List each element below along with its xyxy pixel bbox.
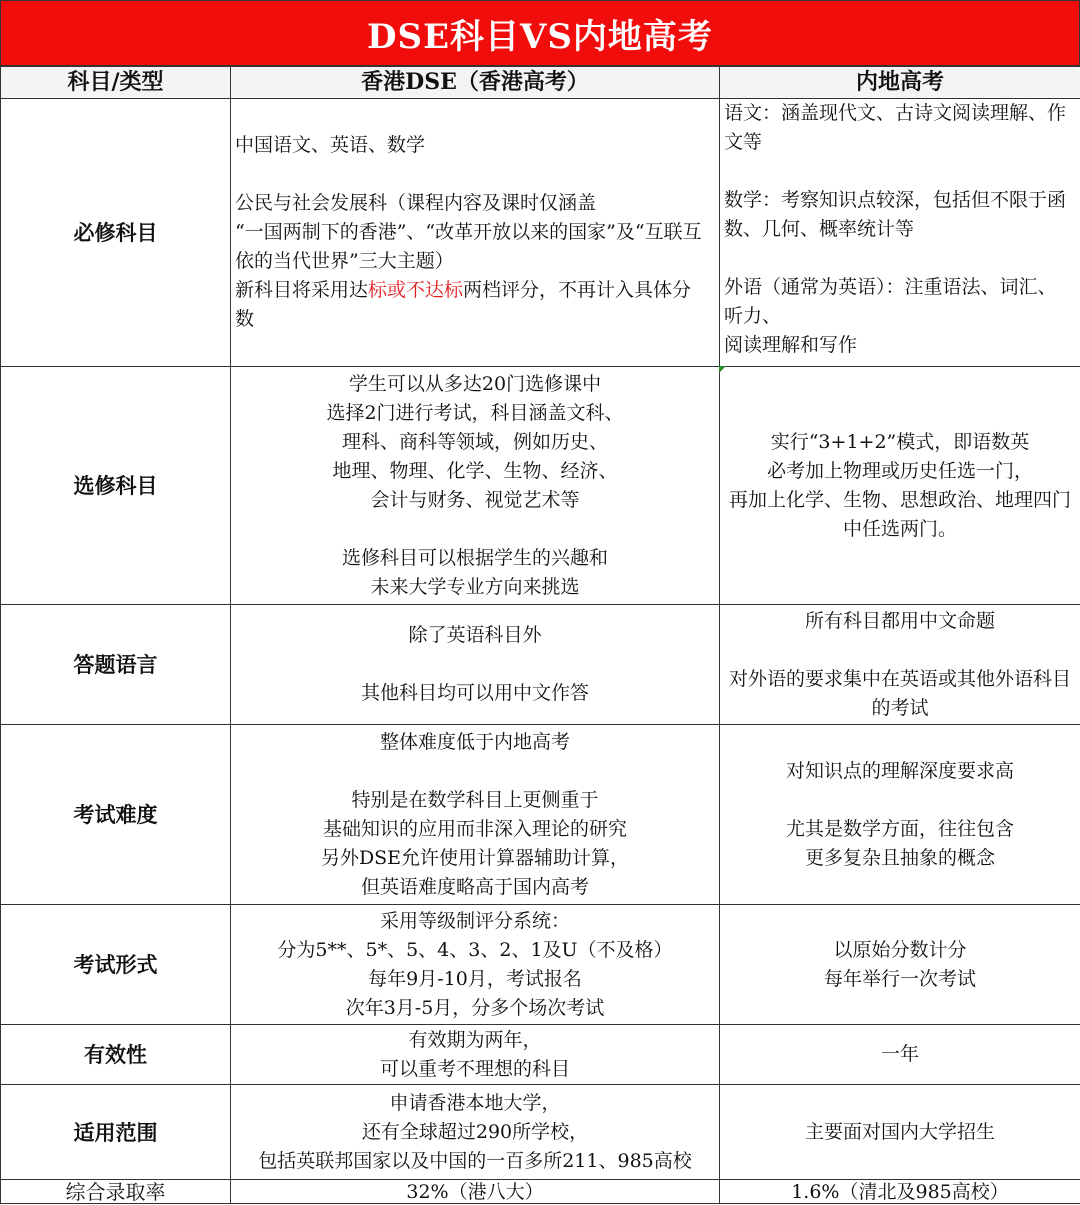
row-label-elective: 选修科目 — [1, 367, 231, 605]
table-row-required — [1, 99, 1080, 367]
cell-dse-format — [231, 905, 720, 1025]
cell-text: 地理、物理、化学、生物、经济、 — [332, 459, 618, 482]
cell-text: 再加上化学、生物、思想政治、地理四门 — [728, 488, 1071, 511]
cell-text: 所有科目都用中文命题 — [804, 609, 995, 632]
table-row-format — [1, 905, 1080, 1025]
cell-comment-marker — [719, 366, 726, 373]
cell-text: 次年3月-5月，分多个场次考试 — [345, 996, 605, 1019]
comparison-table — [0, 66, 1080, 1204]
cell-text: 外语（通常为英语）：注重语法、词汇、 — [724, 276, 1057, 298]
cell-dse-required — [231, 99, 720, 367]
cell-dse-difficulty — [231, 725, 720, 905]
cell-mainland-difficulty — [720, 725, 1080, 905]
cell-text: 数学：考察知识点较深，包括但不限于函 — [724, 189, 1067, 211]
header-subject-type: 科目/类型 — [1, 67, 231, 99]
cell-text: “一国两制下的香港”、“改革开放以来的国家”及“互联互 — [235, 221, 702, 243]
cell-text: 阅读理解和写作 — [724, 334, 858, 356]
cell-text: 尤其是数学方面，往往包含 — [785, 817, 1014, 840]
cell-mainland-required — [720, 99, 1080, 367]
cell-text: 数、几何、概率统计等 — [724, 218, 915, 240]
cell-text: 的考试 — [871, 696, 929, 719]
row-label-difficulty: 考试难度 — [1, 725, 231, 905]
cell-text: 整体难度低于内地高考 — [379, 730, 570, 753]
cell-text: 可以重考不理想的科目 — [379, 1057, 570, 1080]
cell-text: 其他科目均可以用中文作答 — [360, 682, 589, 704]
cell-text: 未来大学专业方向来挑选 — [370, 575, 580, 598]
table-row-validity — [1, 1025, 1080, 1085]
cell-text: 特别是在数学科目上更侧重于 — [351, 788, 599, 811]
cell-text: 中国语文、英语、数学 — [235, 134, 426, 156]
table-row-elective — [1, 367, 1080, 605]
cell-text-scoring: 新科目将采用达标或不达标两档评分，不再计入具体分 — [235, 279, 692, 301]
cell-text: 选修科目可以根据学生的兴趣和 — [341, 546, 608, 569]
header-dse: 香港DSE（香港高考） — [231, 67, 720, 99]
cell-text: 中任选两门。 — [842, 517, 957, 540]
cell-text: 基础知识的应用而非深入理论的研究 — [322, 817, 627, 840]
cell-text: 选择2门进行考试，科目涵盖文科、 — [326, 401, 624, 424]
table-row-admission — [1, 1180, 1080, 1204]
cell-text: 学生可以从多达20门选修课中 — [348, 372, 602, 395]
cell-text: 必考加上物理或历史任选一门， — [766, 459, 1033, 482]
cell-text: 会计与财务、视觉艺术等 — [370, 488, 580, 511]
cell-text: 每年9月-10月，考试报名 — [368, 967, 582, 990]
cell-mainland-scope — [720, 1085, 1080, 1180]
page-title: DSE科目VS内地高考 — [0, 0, 1080, 66]
cell-mainland-language — [720, 605, 1080, 725]
cell-text: 理科、商科等领域，例如历史、 — [341, 430, 608, 453]
cell-text: 对知识点的理解深度要求高 — [785, 759, 1014, 782]
cell-text: 对外语的要求集中在英语或其他外语科目 — [728, 667, 1071, 690]
cell-text: 申请香港本地大学， — [389, 1091, 561, 1114]
cell-text: 更多复杂且抽象的概念 — [804, 846, 995, 869]
cell-dse-validity — [231, 1025, 720, 1085]
cell-text: 还有全球超过290所学校， — [361, 1120, 589, 1143]
cell-text: 以原始分数计分 — [833, 938, 967, 961]
cell-text: 一年 — [880, 1043, 919, 1065]
cell-mainland-format — [720, 905, 1080, 1025]
cell-mainland-elective — [720, 367, 1080, 605]
cell-text: 除了英语科目外 — [408, 624, 542, 646]
row-label-scope: 适用范围 — [1, 1085, 231, 1180]
row-label-format: 考试形式 — [1, 905, 231, 1025]
cell-text: 听力、 — [724, 305, 782, 327]
cell-dse-scope — [231, 1085, 720, 1180]
cell-dse-language — [231, 605, 720, 725]
cell-text: 文等 — [724, 131, 763, 153]
row-label-admission: 综合录取率 — [1, 1180, 231, 1204]
cell-text: 另外DSE允许使用计算器辅助计算， — [320, 846, 630, 869]
cell-text: 包括英联邦国家以及中国的一百多所211、985高校 — [258, 1149, 692, 1172]
cell-mainland-admission: 1.6%（清北及985高校） — [720, 1180, 1080, 1204]
table-row-difficulty — [1, 725, 1080, 905]
cell-text: 主要面对国内大学招生 — [804, 1120, 995, 1143]
cell-text: 公民与社会发展科（课程内容及课时仅涵盖 — [235, 192, 597, 214]
highlighted-text: 标或不达标 — [368, 279, 464, 301]
row-label-language: 答题语言 — [1, 605, 231, 725]
row-label-validity: 有效性 — [1, 1025, 231, 1085]
cell-dse-elective — [231, 367, 720, 605]
cell-mainland-validity — [720, 1025, 1080, 1085]
cell-text: 依的当代世界”三大主题） — [235, 250, 454, 272]
row-label-required: 必修科目 — [1, 99, 231, 367]
cell-text: 数 — [235, 308, 255, 330]
cell-text: 但英语难度略高于国内高考 — [360, 875, 589, 898]
table-row-language — [1, 605, 1080, 725]
cell-text: 语文：涵盖现代文、古诗文阅读理解、作 — [724, 102, 1067, 124]
cell-text: 采用等级制评分系统： — [379, 909, 570, 932]
cell-dse-admission: 32%（港八大） — [231, 1180, 720, 1204]
table-row-scope — [1, 1085, 1080, 1180]
header-row — [1, 67, 1080, 99]
cell-text: 分为5**、5*、5、4、3、2、1及U（不及格） — [277, 938, 673, 961]
cell-text: 有效期为两年， — [408, 1028, 542, 1051]
cell-text: 实行“3+1+2”模式，即语数英 — [770, 430, 1030, 453]
header-mainland: 内地高考 — [720, 67, 1080, 99]
cell-text: 每年举行一次考试 — [823, 967, 976, 990]
